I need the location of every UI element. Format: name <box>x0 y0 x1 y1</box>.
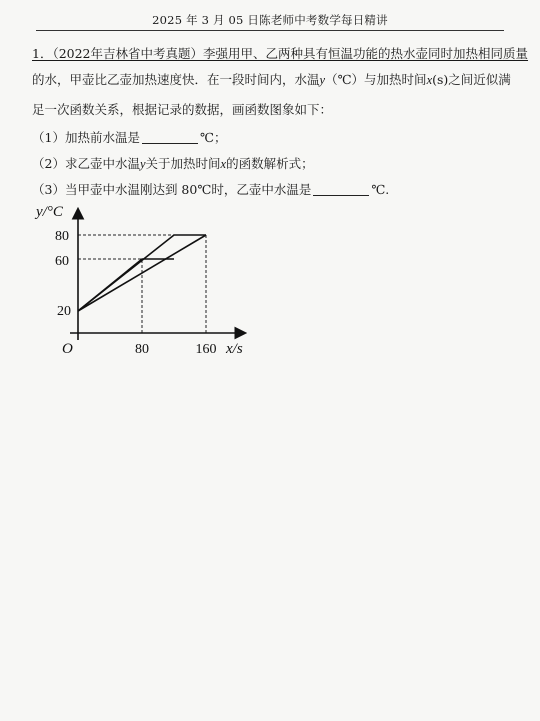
series-line-2 <box>78 235 206 311</box>
y-tick-20: 20 <box>57 304 71 319</box>
question-2-text-b: 关于加热时间 <box>145 156 221 171</box>
problem-line-1: 1．（2022年吉林省中考真题）李强用甲、乙两种具有恒温功能的热水壶同时加热相同质量 <box>32 46 529 61</box>
series-lines <box>78 235 206 311</box>
var-y: y <box>139 157 146 171</box>
question-2-text-c: 的函数解析式； <box>226 156 314 171</box>
question-2-text-a: （2）求乙壶中水温 <box>32 156 140 171</box>
x-tick-160: 160 <box>195 342 217 357</box>
question-3-text: （3）当甲壶中水温刚达到 80℃时，乙壶中水温是 <box>32 182 312 197</box>
x-axis-label: x/s <box>226 341 243 357</box>
y-tick-60: 60 <box>55 254 69 269</box>
problem-line-2-text-c: (s)之间近似满 <box>432 72 511 87</box>
var-x: x <box>426 73 433 87</box>
origin-label: O <box>62 341 73 357</box>
question-3-unit: ℃. <box>371 182 390 197</box>
problem-line-2-text-a: 的水，甲壶比乙壶加热速度快．在一段时间内，水温 <box>32 72 320 87</box>
var-x: x <box>220 157 227 171</box>
problem-line-3: 足一次函数关系，根据记录的数据，画函数图象如下： <box>32 102 333 117</box>
x-tick-80: 80 <box>135 342 149 357</box>
problem-line-2-text-b: （℃）与加热时间 <box>325 72 427 87</box>
page-header: 2025 年 3 月 05 日陈老师中考数学每日精讲 <box>152 13 388 27</box>
y-tick-80: 80 <box>55 229 69 244</box>
dashed-guides <box>78 235 206 333</box>
y-axis-label: y/°C <box>36 204 63 220</box>
question-1-text: （1）加热前水温是 <box>32 130 140 145</box>
question-1-unit: ℃； <box>199 130 227 145</box>
var-y: y <box>319 73 326 87</box>
